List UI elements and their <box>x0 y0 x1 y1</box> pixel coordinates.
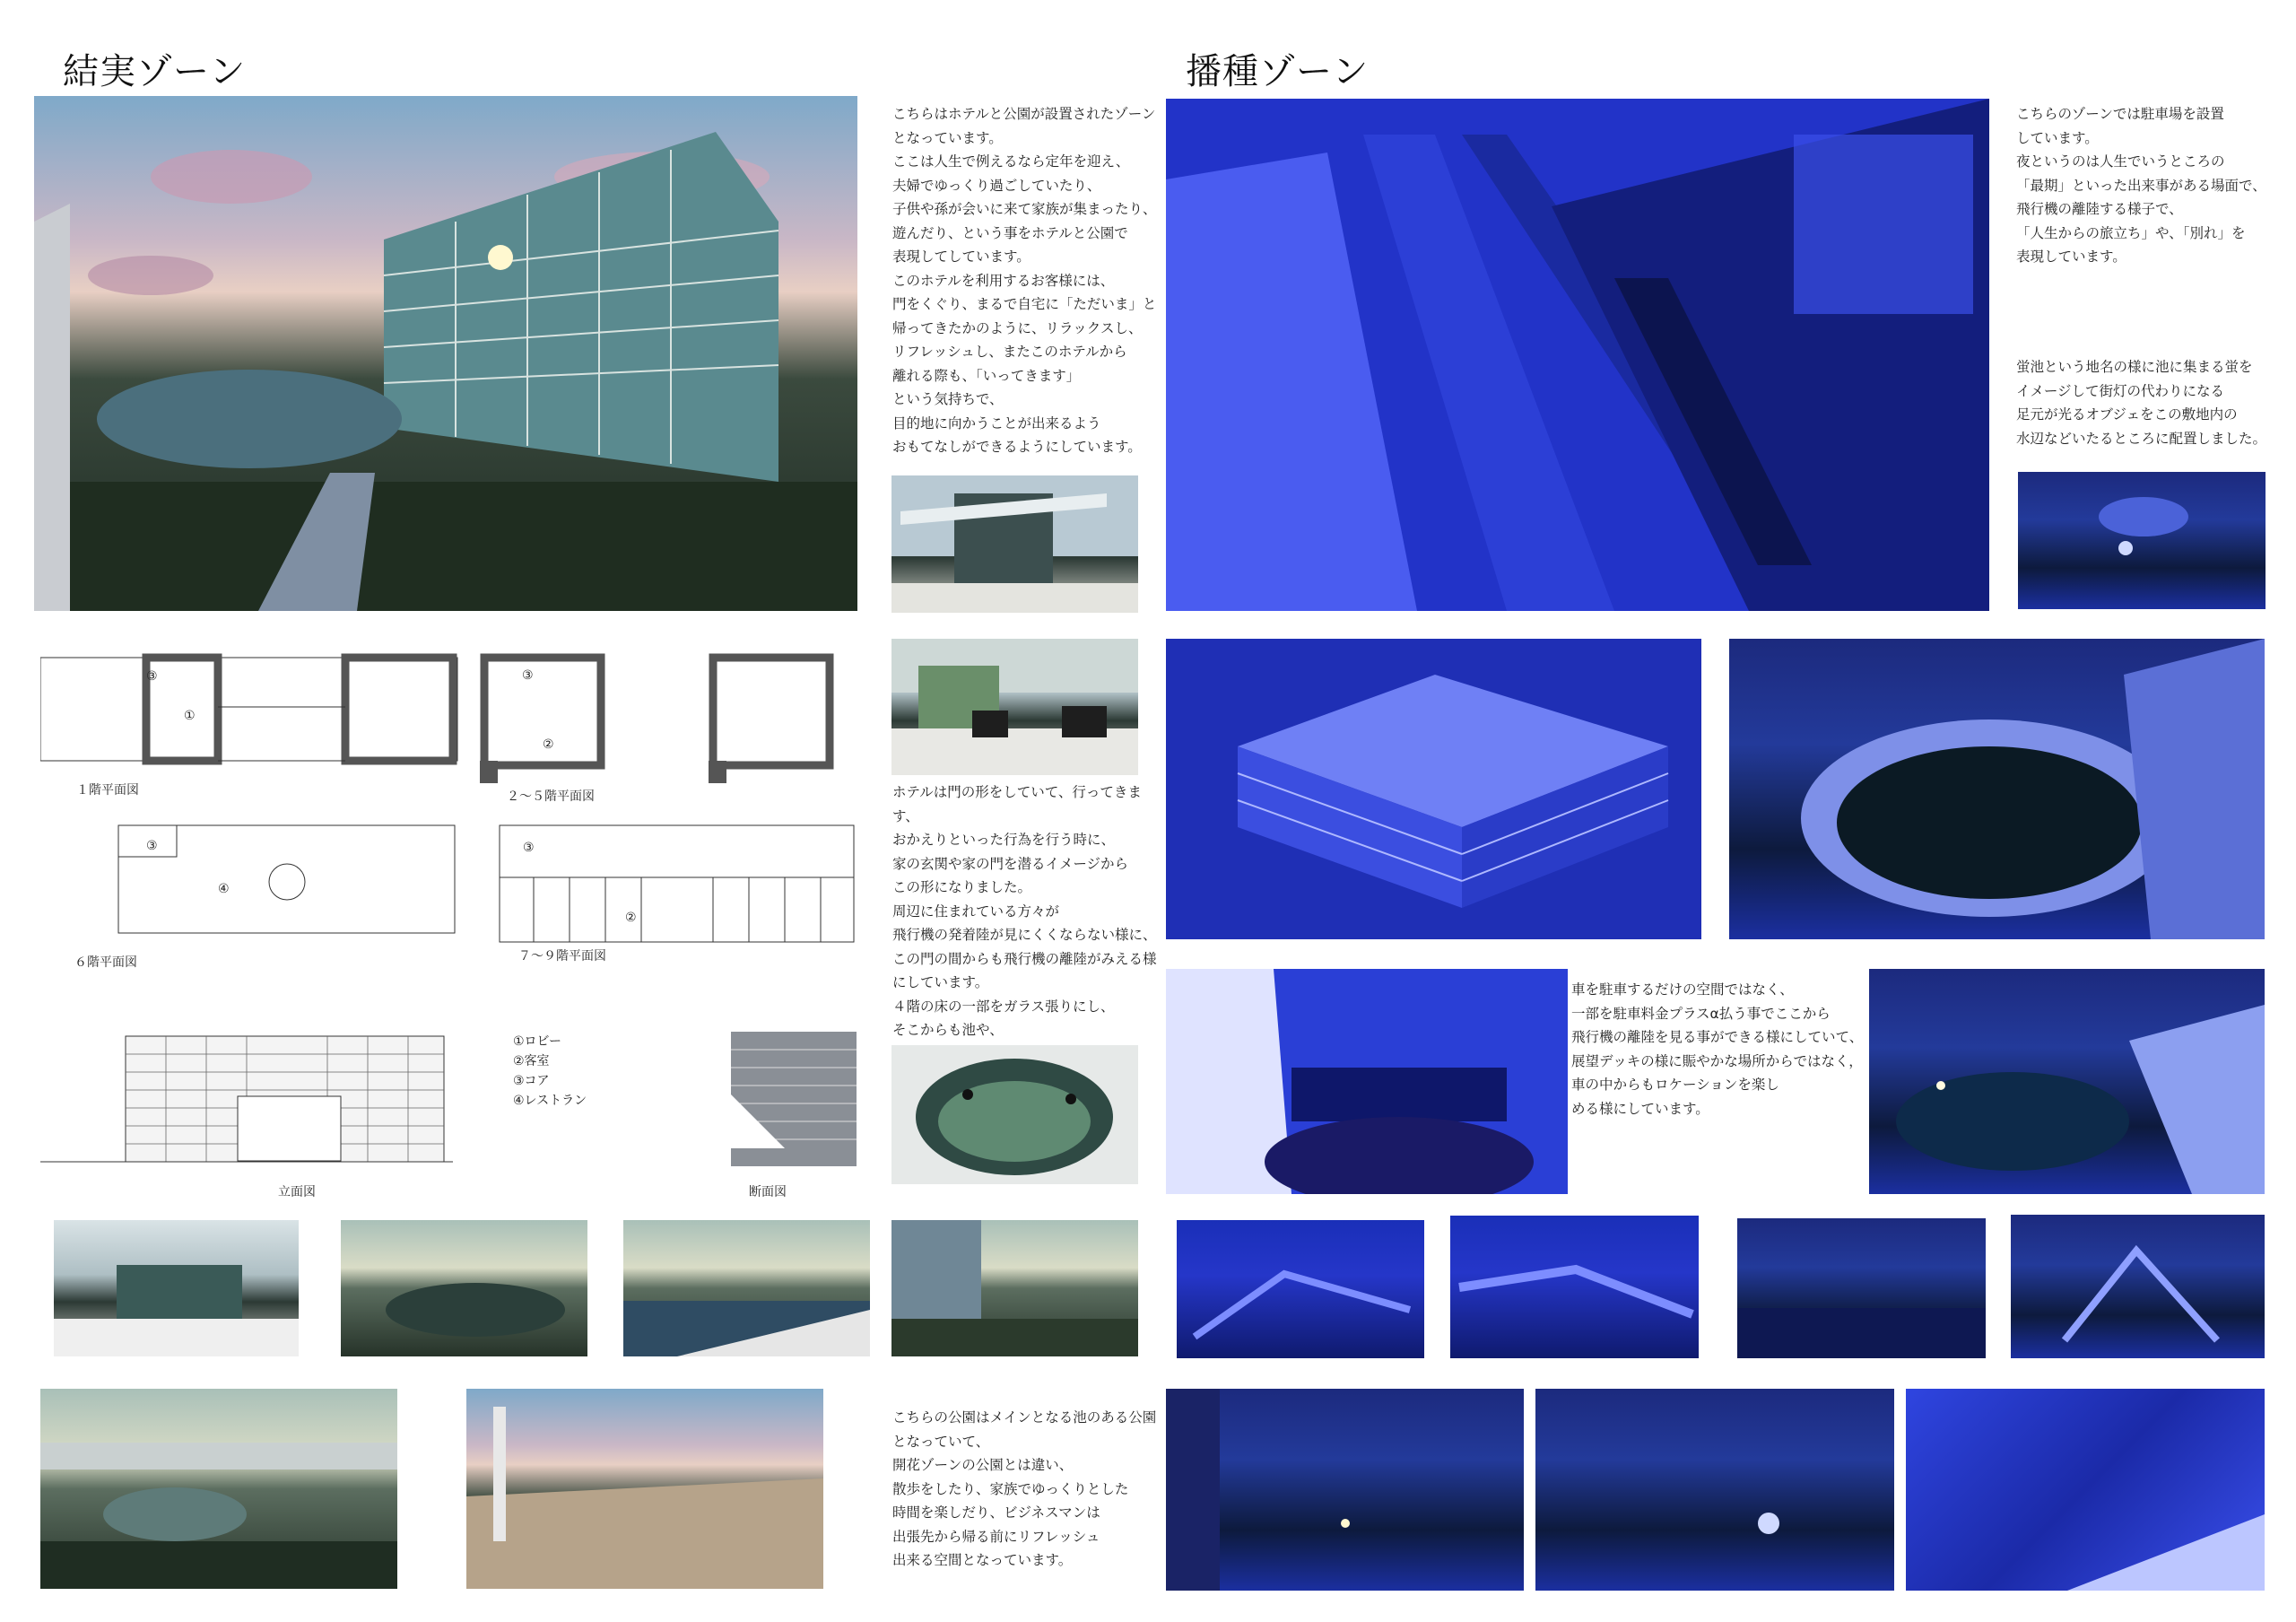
park-aerial-render <box>40 1389 397 1589</box>
right-render-garden-night <box>2011 1215 2265 1358</box>
hotel-lobby-render <box>891 639 1138 775</box>
plan-marker: ① <box>184 709 196 723</box>
floor1-label: １階平面図 <box>76 783 139 798</box>
hotel-gate-render <box>891 475 1138 613</box>
section-label: 断面図 <box>749 1185 787 1199</box>
elevation-label: 立面図 <box>278 1185 316 1199</box>
firefly-object-render <box>2018 472 2266 609</box>
right-firefly-text: 蛍池という地名の様に池に集まる蛍を イメージして街灯の代わりになる 足元が光るオブジェをこの敷地内の 水辺などいたるところに配置しました。 <box>2016 359 2267 447</box>
right-render-park-night <box>1535 1389 1894 1591</box>
floor-plan-1 <box>40 653 462 779</box>
glass-floor-render <box>891 1045 1138 1184</box>
legend-item: ③コア <box>513 1074 550 1088</box>
left-render-garden <box>891 1220 1138 1356</box>
left-hotel-text: ホテルは門の形をしていて、行ってきます、 おかえりといった行為を行う時に、 家の玄関や家の門を潜るイメージから この形になりました。 周辺に住まれている方々が 飛行機の発着陸が見にくくならない様に、 この門の間からも飛行機の離陸がみえる様 にしています。 ４階の床の一部をガラス張りにし、 そこからも池や、 <box>892 784 1157 1038</box>
pond-park-night-render <box>1869 969 2265 1194</box>
hotel-main-render <box>34 96 857 611</box>
right-render-aerial-1 <box>1177 1220 1424 1358</box>
plan-legend <box>513 1032 587 1111</box>
pond-night-render <box>1729 639 2265 939</box>
right-render-walkway <box>1906 1389 2265 1591</box>
right-parking-text: 車を駐車するだけの空間ではなく、 一部を駐車料金プラスα払う事でここから 飛行機の離陸を見る事ができる様にしていて、 展望デッキの様に賑やかな場所からではなく， 車の中からもロケーションを楽し める様にしています。 <box>1571 981 1864 1117</box>
plan-marker: ③ <box>523 841 535 855</box>
plan-marker: ④ <box>218 882 230 896</box>
parking-aerial-render <box>1166 99 1989 611</box>
left-zone-title: 結実ゾーン <box>63 51 247 92</box>
floor-plan-6 <box>117 824 457 940</box>
car-view-render <box>1166 969 1568 1194</box>
left-render-pond-view <box>341 1220 587 1356</box>
legend-item: ④レストラン <box>513 1094 587 1108</box>
right-zone-title: 播種ゾーン <box>1186 51 1370 92</box>
right-render-deck-night <box>1737 1218 1986 1358</box>
right-render-aerial-2 <box>1450 1216 1699 1358</box>
legend-item: ①ロビー <box>513 1034 561 1049</box>
left-park-text: こちらの公園はメインとなる池のある公園 となっていて、 開花ゾーンの公園とは違い、 散歩をしたり、家族でゆっくりとした 時間を楽しだり、ビジネスマンは 出張先から帰る前にリフレッシュ 出来る空間となっています。 <box>892 1409 1157 1568</box>
floor-plan-2-5 <box>480 653 857 788</box>
left-render-deck <box>623 1220 870 1356</box>
park-plaza-render <box>466 1389 823 1589</box>
plan-marker: ③ <box>146 669 158 684</box>
plan-marker: ② <box>543 737 554 752</box>
right-intro-text: こちらのゾーンでは駐車場を設置 しています。 夜というのは人生でいうところの 「最期」といった出来事がある場面で、 飛行機の離陸する様子で、 「人生からの旅立ち」や、「別れ」を 表現しています。 <box>2016 106 2266 265</box>
section-drawing <box>731 1032 857 1166</box>
floor-plan-7-9 <box>498 824 857 949</box>
legend-item: ②客室 <box>513 1054 550 1068</box>
plan-marker: ③ <box>146 839 158 853</box>
floor2-5-label: ２～５階平面図 <box>507 789 595 804</box>
plan-marker: ② <box>625 911 637 925</box>
floor7-9-label: ７～９階平面図 <box>518 949 606 964</box>
plan-marker: ③ <box>522 668 534 683</box>
left-render-atrium <box>54 1220 299 1356</box>
floor6-label: ６階平面図 <box>74 955 137 970</box>
elevation-drawing <box>40 1032 453 1166</box>
parking-structure-render <box>1166 639 1701 939</box>
right-render-window-view <box>1166 1389 1524 1591</box>
left-intro-text: こちらはホテルと公園が設置されたゾーン となっています。 ここは人生で例えるなら定年を迎え、 夫婦でゆっくり過ごしていたり、 子供や孫が会いに来て家族が集まったり、 遊んだり、という事をホテルと公園で 表現してしています。 このホテルを利用するお客様には、 門をくぐり、まるで自宅に「ただいま」と 帰ってきたかのように、リラックスし、 リフレッシュし、またこのホテルから 離れる際も、「いってきます」 という気持ちで、 目的地に向かうことが出来るよう おもてなしができるようにしています。 <box>892 106 1157 455</box>
